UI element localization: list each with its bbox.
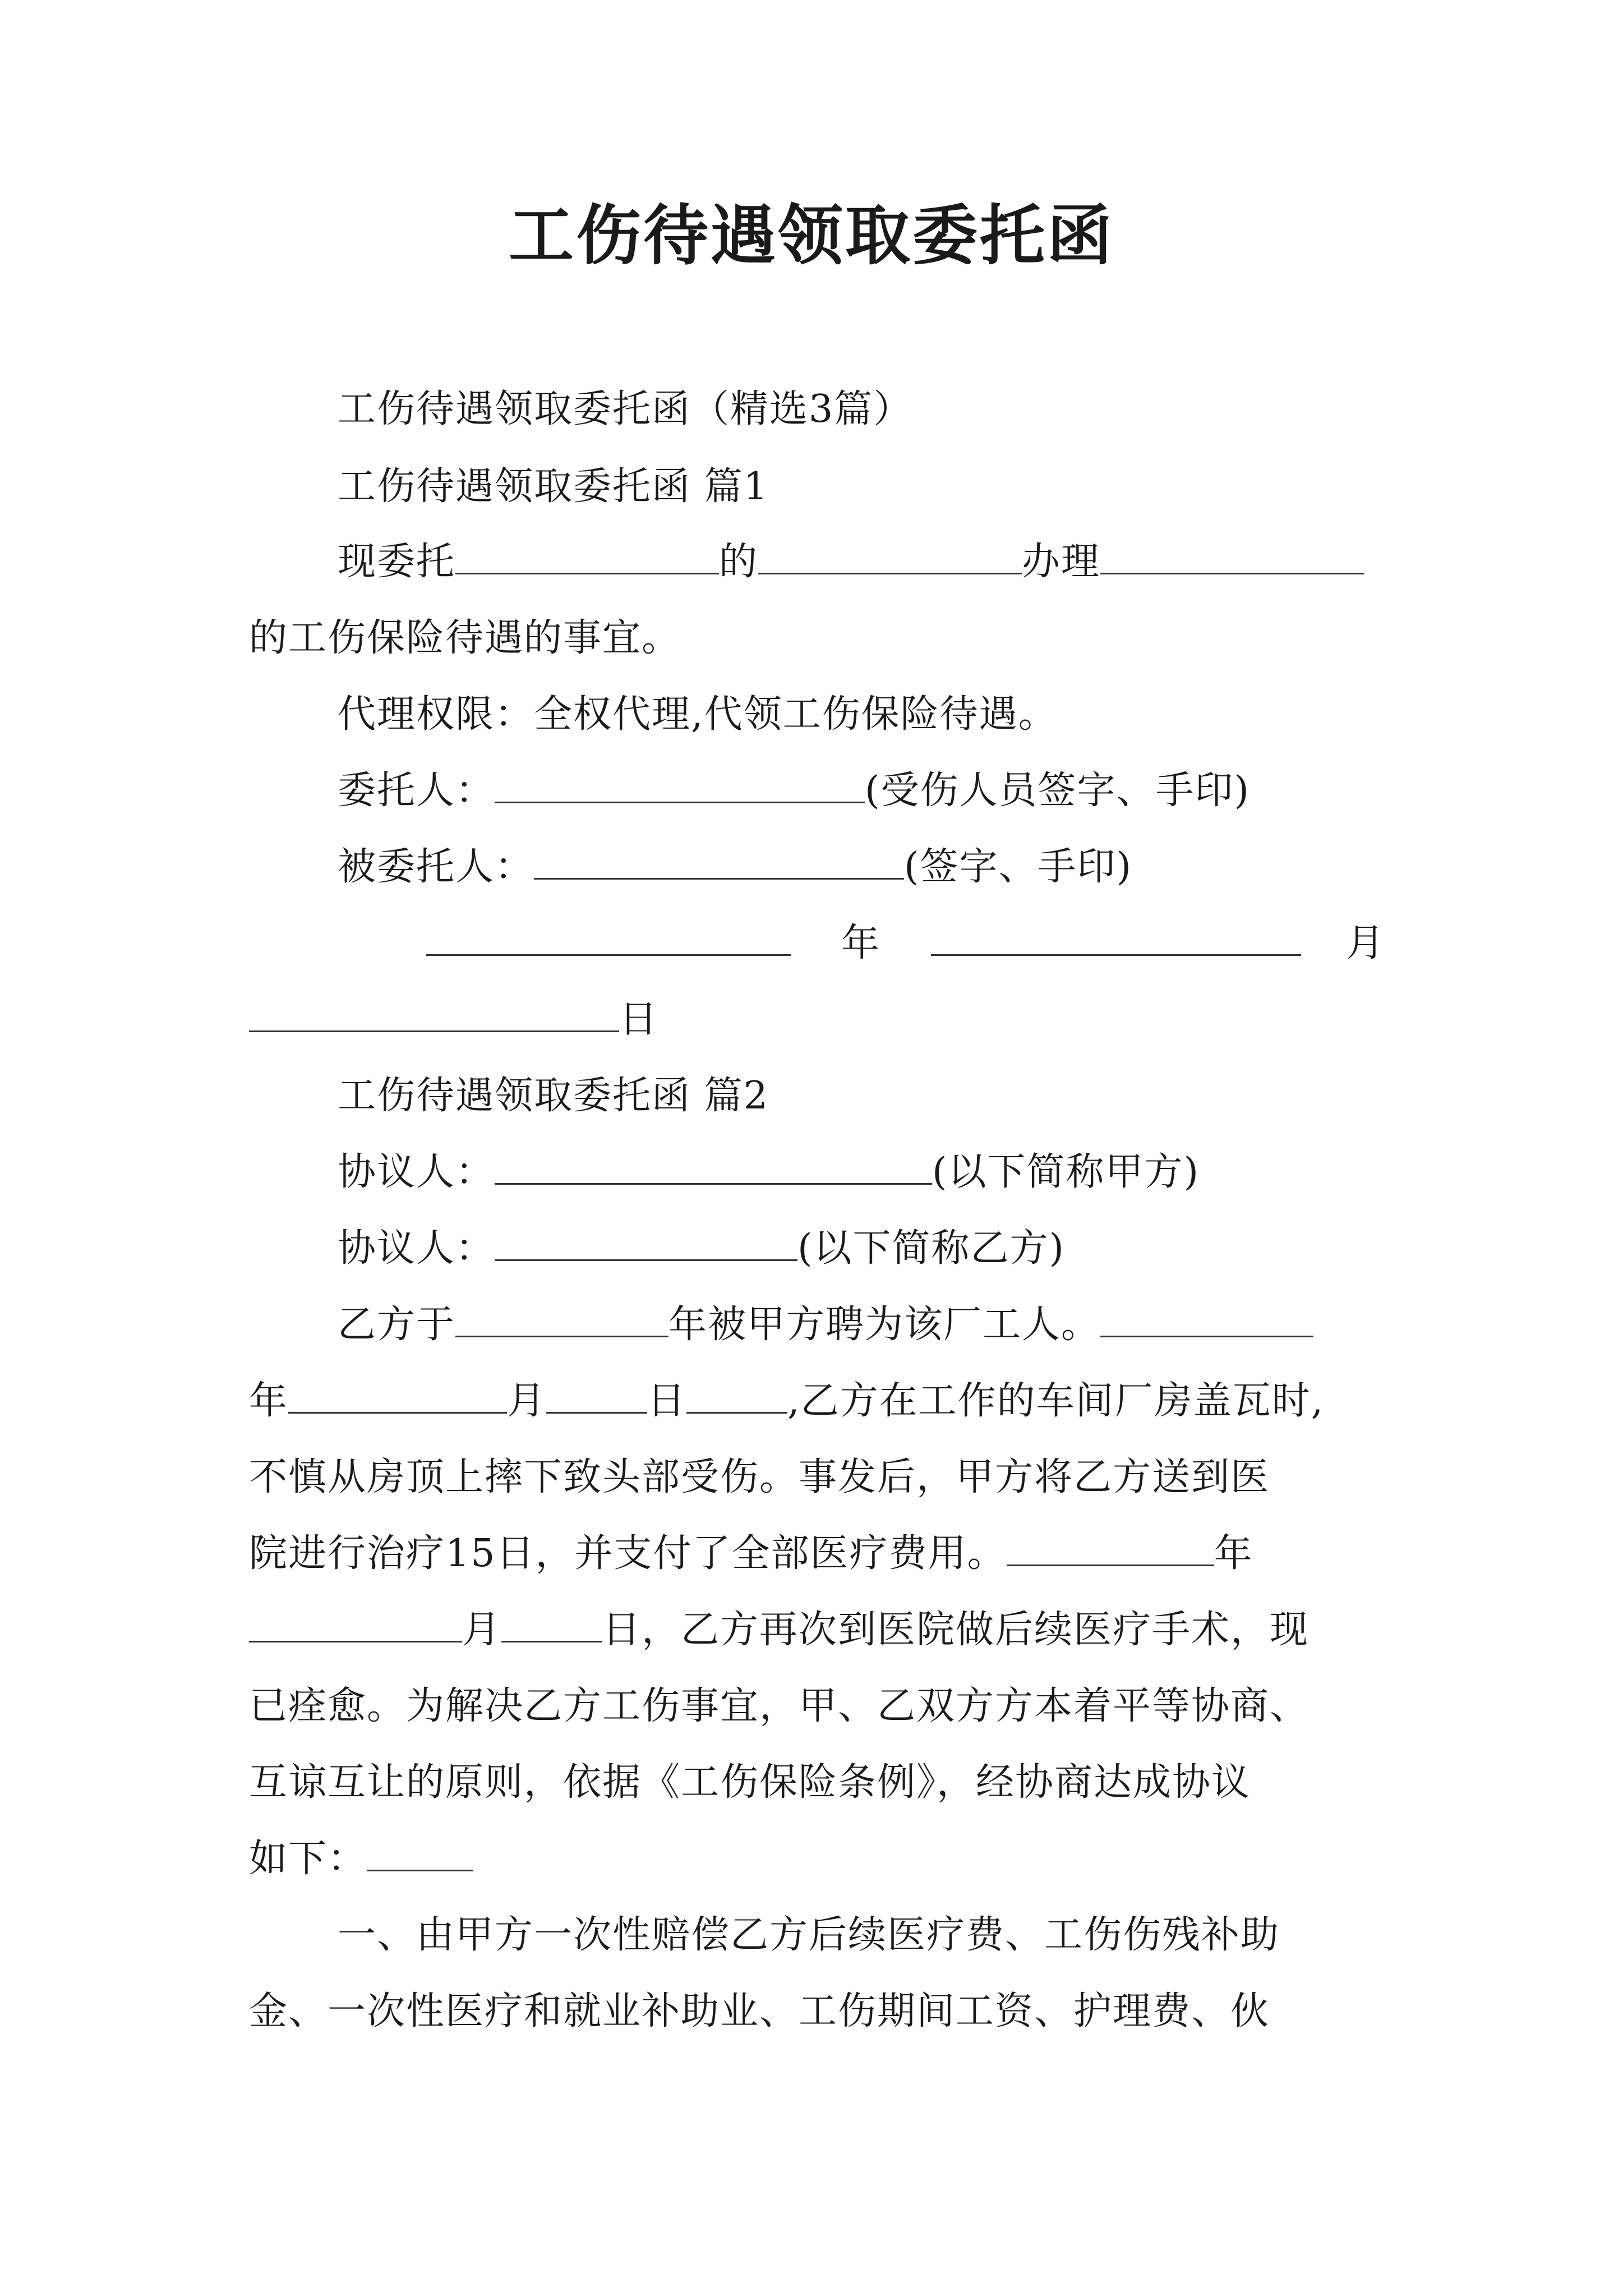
paragraph-line-8 xyxy=(249,1831,473,1887)
entrust-name-blank xyxy=(455,537,719,574)
p1-a: 乙方于 xyxy=(338,1303,456,1347)
agent-line xyxy=(338,839,1132,895)
paragraph-line-6: 已痊愈。为解决乙方工伤事宜，甲、乙双方方本着平等协商、 xyxy=(249,1684,1310,1728)
date-month-blank xyxy=(931,918,1301,956)
party-b-line xyxy=(338,1221,1065,1277)
party-b-note: (以下简称乙方) xyxy=(797,1226,1066,1271)
p2-c: 日 xyxy=(647,1379,687,1423)
entrust-matter-blank xyxy=(1100,537,1364,574)
paragraph-line-2 xyxy=(249,1373,1324,1429)
p8-blank xyxy=(367,1834,473,1871)
authority-text: 代理权限：全权代理,代领工伤保险待遇。 xyxy=(338,692,1058,737)
date-year-blank xyxy=(426,918,791,956)
date-year-line xyxy=(426,915,791,972)
p5-lead-blank xyxy=(249,1605,462,1642)
section2-heading: 工伤待遇领取委托函 篇2 xyxy=(338,1074,769,1118)
party-a-line xyxy=(338,1144,1200,1200)
party-a-label: 协议人： xyxy=(338,1150,495,1194)
party-a-note: (以下简称甲方) xyxy=(932,1150,1200,1194)
entrust-continuation: 的工伤保险待遇的事宜。 xyxy=(249,616,681,660)
p4-a: 院进行治疗15日，并支付了全部医疗费用。 xyxy=(249,1531,1007,1576)
p2-d: ,乙方在工作的车间厂房盖瓦时, xyxy=(787,1379,1325,1423)
p1-b: 年被甲方聘为该厂工人。 xyxy=(668,1303,1101,1347)
p2-year-blank xyxy=(288,1376,507,1414)
paragraph-line-1 xyxy=(338,1297,1313,1353)
date-year-label: 年 xyxy=(841,921,881,965)
date-month-label: 月 xyxy=(1346,921,1386,965)
date-day-blank xyxy=(249,995,619,1032)
document-subtitle: 工伤待遇领取委托函（精选3篇） xyxy=(338,387,913,431)
p2-b: 月 xyxy=(507,1379,547,1423)
principal-line xyxy=(338,763,1250,819)
p5-month-blank xyxy=(501,1605,602,1642)
p8: 如下： xyxy=(249,1837,367,1881)
item1-line-2: 金、一次性医疗和就业补助业、工伤期间工资、护理费、伙 xyxy=(249,1989,1270,2033)
entrust-de: 的 xyxy=(719,540,759,584)
p5-b: 日，乙方再次到医院做后续医疗手术，现 xyxy=(602,1608,1310,1652)
entrust-handle: 办理 xyxy=(1022,540,1101,584)
p2-day-blank xyxy=(686,1376,787,1414)
principal-note: (受伤人员签字、手印) xyxy=(865,769,1251,813)
agent-note: (签字、手印) xyxy=(904,845,1133,889)
p2-month-blank xyxy=(546,1376,647,1414)
date-day-line xyxy=(249,992,658,1048)
paragraph-line-4 xyxy=(249,1526,1253,1582)
paragraph-line-5 xyxy=(249,1602,1309,1658)
section1-heading: 工伤待遇领取委托函 篇1 xyxy=(338,464,769,509)
entrust-line xyxy=(338,534,1364,590)
p4-year-blank xyxy=(1007,1529,1214,1566)
p1-tail-blank xyxy=(1100,1300,1313,1337)
date-month-line xyxy=(931,915,1301,972)
date-day-label: 日 xyxy=(619,997,659,1042)
paragraph-line-3: 不慎从房顶上摔下致头部受伤。事发后，甲方将乙方送到医 xyxy=(249,1455,1270,1499)
principal-label: 委托人： xyxy=(338,769,495,813)
document-title: 工伤待遇领取委托函 xyxy=(509,197,1114,274)
p5-a: 月 xyxy=(462,1608,502,1652)
p1-year-blank xyxy=(455,1300,668,1337)
party-b-label: 协议人： xyxy=(338,1226,495,1271)
item1-line-1: 一、由甲方一次性赔偿乙方后续医疗费、工伤伤残补助 xyxy=(338,1913,1280,1957)
principal-signature-blank xyxy=(495,766,865,803)
p4-b: 年 xyxy=(1214,1531,1253,1576)
paragraph-line-7: 互谅互让的原则，依据《工伤保险条例》，经协商达成协议 xyxy=(249,1760,1251,1805)
party-b-blank xyxy=(495,1223,797,1261)
party-a-blank xyxy=(495,1147,932,1185)
agent-label: 被委托人： xyxy=(338,845,534,889)
p2-a: 年 xyxy=(249,1379,289,1423)
agent-signature-blank xyxy=(534,842,904,880)
entrust-prefix: 现委托 xyxy=(338,540,456,584)
entrust-agent-blank xyxy=(758,537,1022,574)
